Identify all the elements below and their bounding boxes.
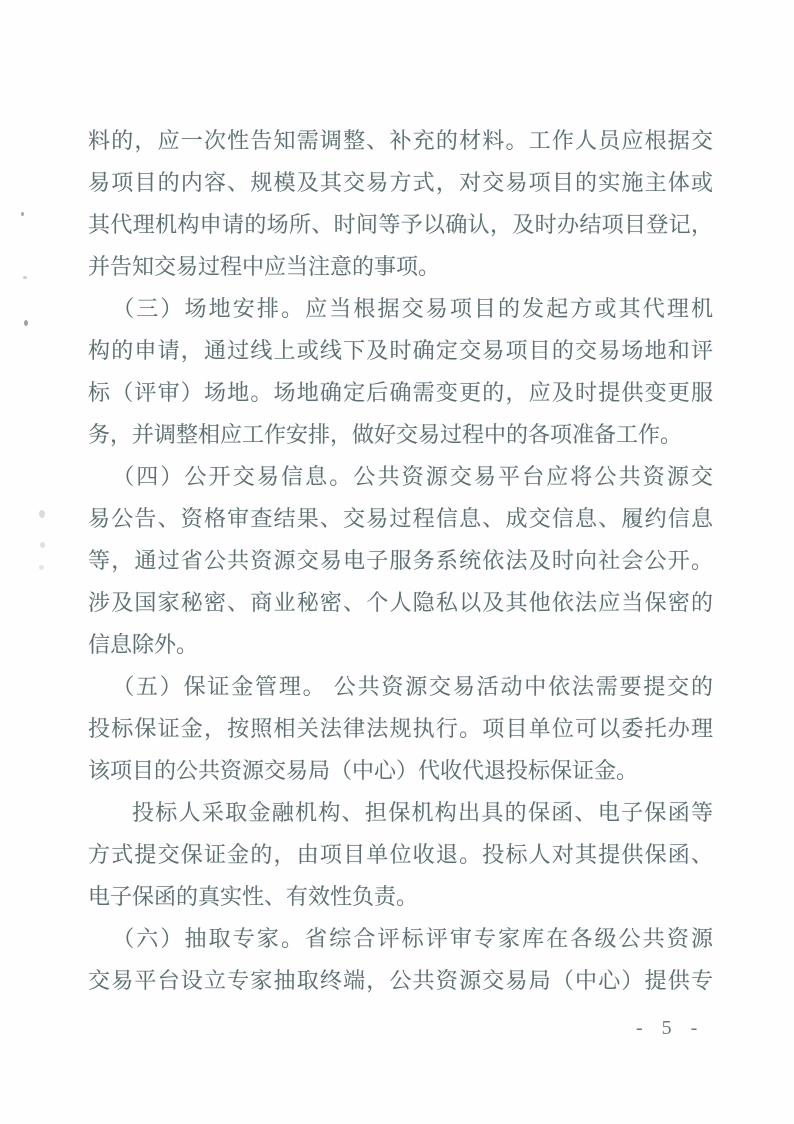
text-line: 交易平台设立专家抽取终端，公共资源交易局（中心）提供专 xyxy=(88,968,713,993)
text-line: （三）场地安排。应当根据交易项目的发起方或其代理机 xyxy=(112,296,713,321)
text-line: 其代理机构申请的场所、时间等予以确认，及时办结项目登记， xyxy=(88,212,713,237)
text-line: 涉及国家秘密、商业秘密、个人隐私以及其他依法应当保密的 xyxy=(88,590,713,615)
scan-speck xyxy=(21,212,24,216)
text-line: 该项目的公共资源交易局（中心）代收代退投标保证金。 xyxy=(88,758,639,783)
paragraph-continuation xyxy=(88,120,713,288)
paragraph-item-4 xyxy=(88,456,713,666)
text-line: （五）保证金管理。 公共资源交易活动中依法需要提交的 xyxy=(112,674,713,699)
scan-speck xyxy=(40,542,45,548)
text-line: 易项目的内容、规模及其交易方式，对交易项目的实施主体或 xyxy=(88,170,713,195)
page-number: - 5 - xyxy=(636,1017,705,1039)
text-line: 方式提交保证金的，由项目单位收退。投标人对其提供保函、 xyxy=(88,842,713,867)
text-line: 等，通过省公共资源交易电子服务系统依法及时向社会公开。 xyxy=(88,548,713,573)
document-body xyxy=(88,120,713,1002)
text-line: 投标人采取金融机构、担保机构出具的保函、电子保函等 xyxy=(132,800,713,825)
paragraph-item-3 xyxy=(88,288,713,456)
text-line: 务，并调整相应工作安排，做好交易过程中的各项准备工作。 xyxy=(88,422,683,447)
text-line: 投标保证金，按照相关法律法规执行。项目单位可以委托办理 xyxy=(88,716,713,741)
paragraph-item-5 xyxy=(88,666,713,792)
text-line: 料的，应一次性告知需调整、补充的材料。工作人员应根据交 xyxy=(88,128,713,153)
scan-speck xyxy=(23,276,27,279)
paragraph-item-5-continued xyxy=(88,792,713,918)
text-line: 信息除外。 xyxy=(88,632,199,657)
text-line: 电子保函的真实性、有效性负责。 xyxy=(88,884,419,909)
text-line: （四）公开交易信息。公共资源交易平台应将公共资源交 xyxy=(112,464,713,489)
text-line: 易公告、资格审查结果、交易过程信息、成交信息、履约信息 xyxy=(88,506,713,531)
text-line: 标（评审）场地。场地确定后确需变更的，应及时提供变更服 xyxy=(88,380,713,405)
scan-speck xyxy=(39,565,44,570)
scan-speck xyxy=(24,320,28,326)
scan-speck xyxy=(39,510,45,518)
text-line: 并告知交易过程中应当注意的事项。 xyxy=(88,254,441,279)
text-line: （六）抽取专家。省综合评标评审专家库在各级公共资源 xyxy=(112,926,713,951)
text-line: 构的申请，通过线上或线下及时确定交易项目的交易场地和评 xyxy=(88,338,713,363)
paragraph-item-6 xyxy=(88,918,713,1002)
